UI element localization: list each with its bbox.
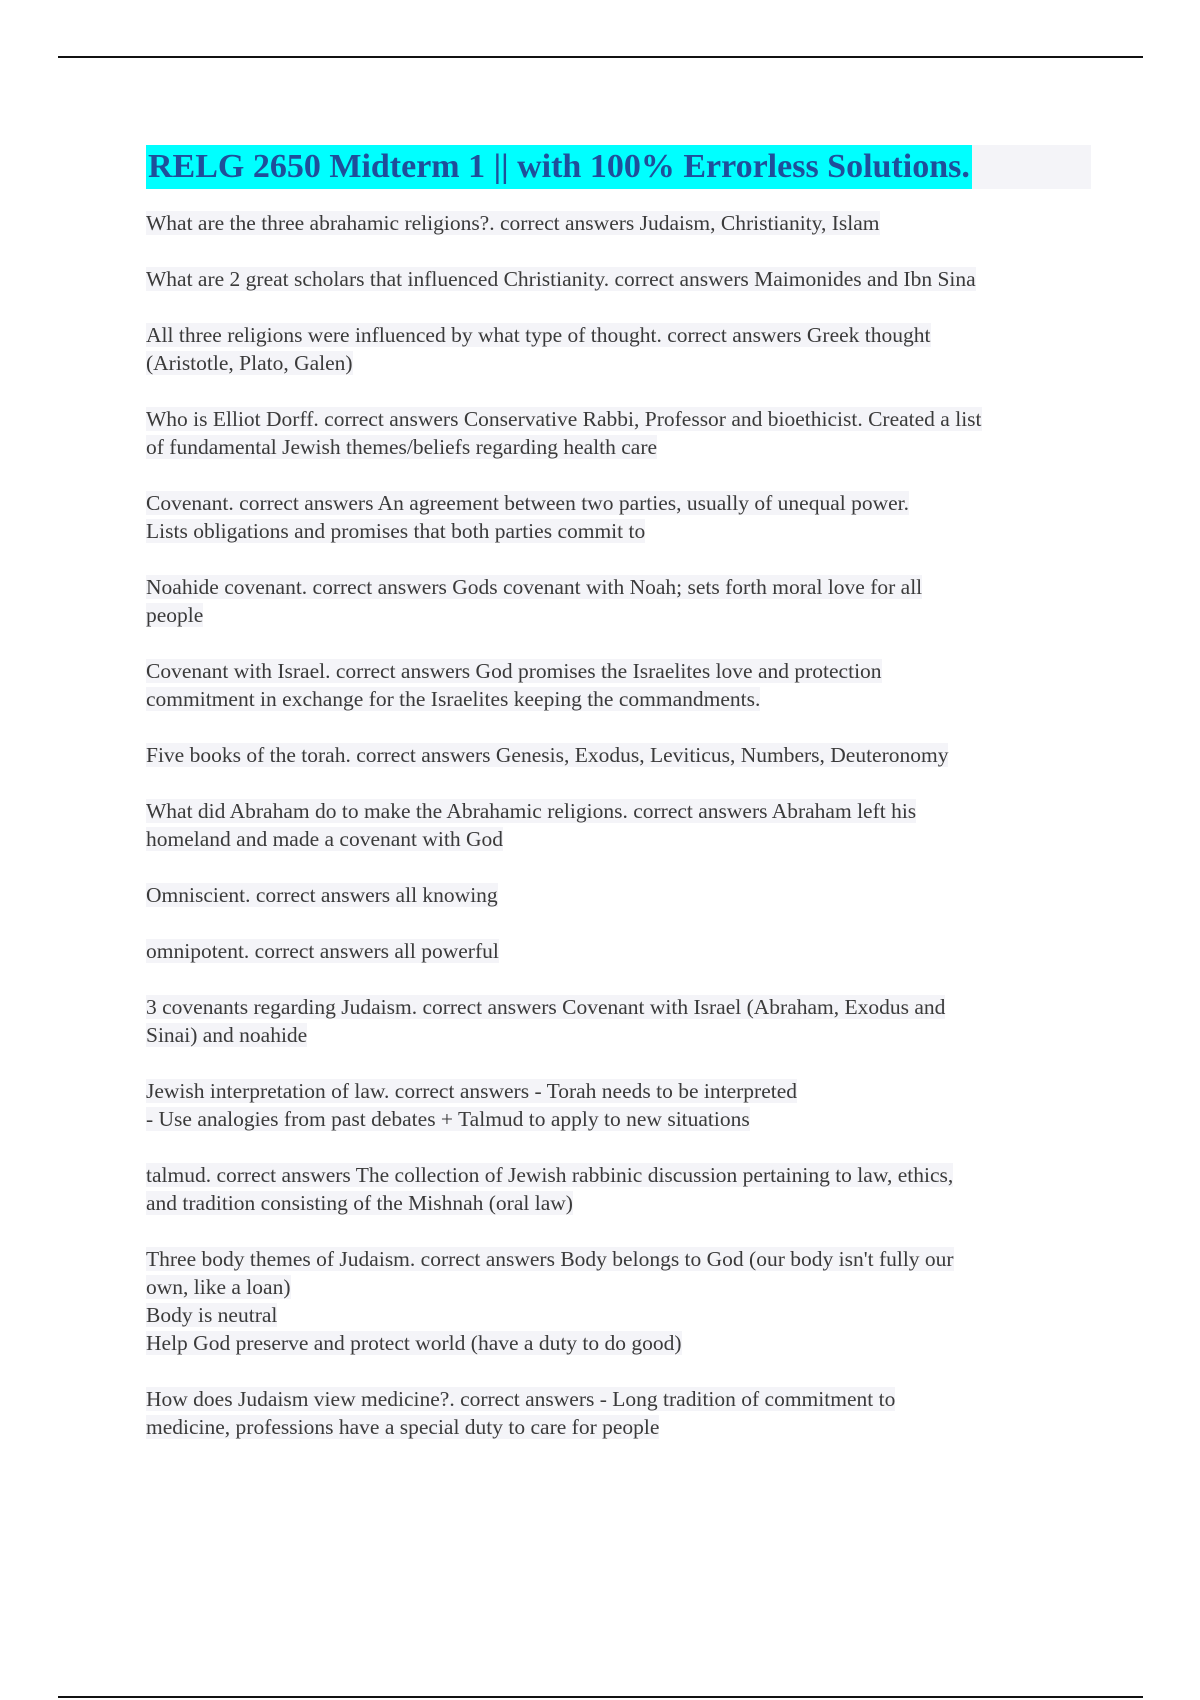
qa-item: Who is Elliot Dorff. correct answers Conservative Rabbi, Professor and bioethicist. Created a list of fundamental Jewish themes/beliefs regarding health care <box>146 407 982 459</box>
document-title: RELG 2650 Midterm 1 || with 100% Errorless Solutions. <box>146 145 972 189</box>
qa-item: 3 covenants regarding Judaism. correct answers Covenant with Israel (Abraham, Exodus and Sinai) and noahide <box>146 995 946 1047</box>
qa-item: What are the three abrahamic religions?. correct answers Judaism, Christianity, Islam <box>146 211 880 235</box>
qa-item: Jewish interpretation of law. correct answers - Torah needs to be interpreted - Use analogies from past debates + Talmud to apply to new situations <box>146 1079 798 1131</box>
qa-item: omnipotent. correct answers all powerful <box>146 939 499 963</box>
qa-item: What did Abraham do to make the Abrahamic religions. correct answers Abraham left his homeland and made a covenant with God <box>146 799 917 851</box>
top-rule <box>58 56 1143 58</box>
qa-item: All three religions were influenced by what type of thought. correct answers Greek thought (Aristotle, Plato, Galen) <box>146 323 931 375</box>
qa-item: talmud. correct answers The collection of Jewish rabbinic discussion pertaining to law, ethics, and tradition consisting of the Mishnah (oral law) <box>146 1163 954 1215</box>
qa-item: Three body themes of Judaism. correct answers Body belongs to God (our body isn't fully our own, like a loan) Body is neutral Help God preserve and protect world (have a duty to do good) <box>146 1247 954 1355</box>
qa-item: Covenant. correct answers An agreement between two parties, usually of unequal power. Lists obligations and promises that both parties commit to <box>146 491 909 543</box>
document-body <box>146 145 1091 1469</box>
qa-item: Omniscient. correct answers all knowing <box>146 883 498 907</box>
qa-item: What are 2 great scholars that influenced Christianity. correct answers Maimonides and Ibn Sina <box>146 267 976 291</box>
bottom-rule <box>58 1696 1143 1698</box>
qa-item: Noahide covenant. correct answers Gods covenant with Noah; sets forth moral love for all people <box>146 575 923 627</box>
qa-item: Covenant with Israel. correct answers God promises the Israelites love and protection commitment in exchange for the Israelites keeping the commandments. <box>146 659 882 711</box>
title-block <box>146 145 1091 189</box>
qa-item: Five books of the torah. correct answers Genesis, Exodus, Leviticus, Numbers, Deuteronomy <box>146 743 949 767</box>
qa-item: How does Judaism view medicine?. correct answers - Long tradition of commitment to medicine, professions have a special duty to care for people <box>146 1387 896 1439</box>
